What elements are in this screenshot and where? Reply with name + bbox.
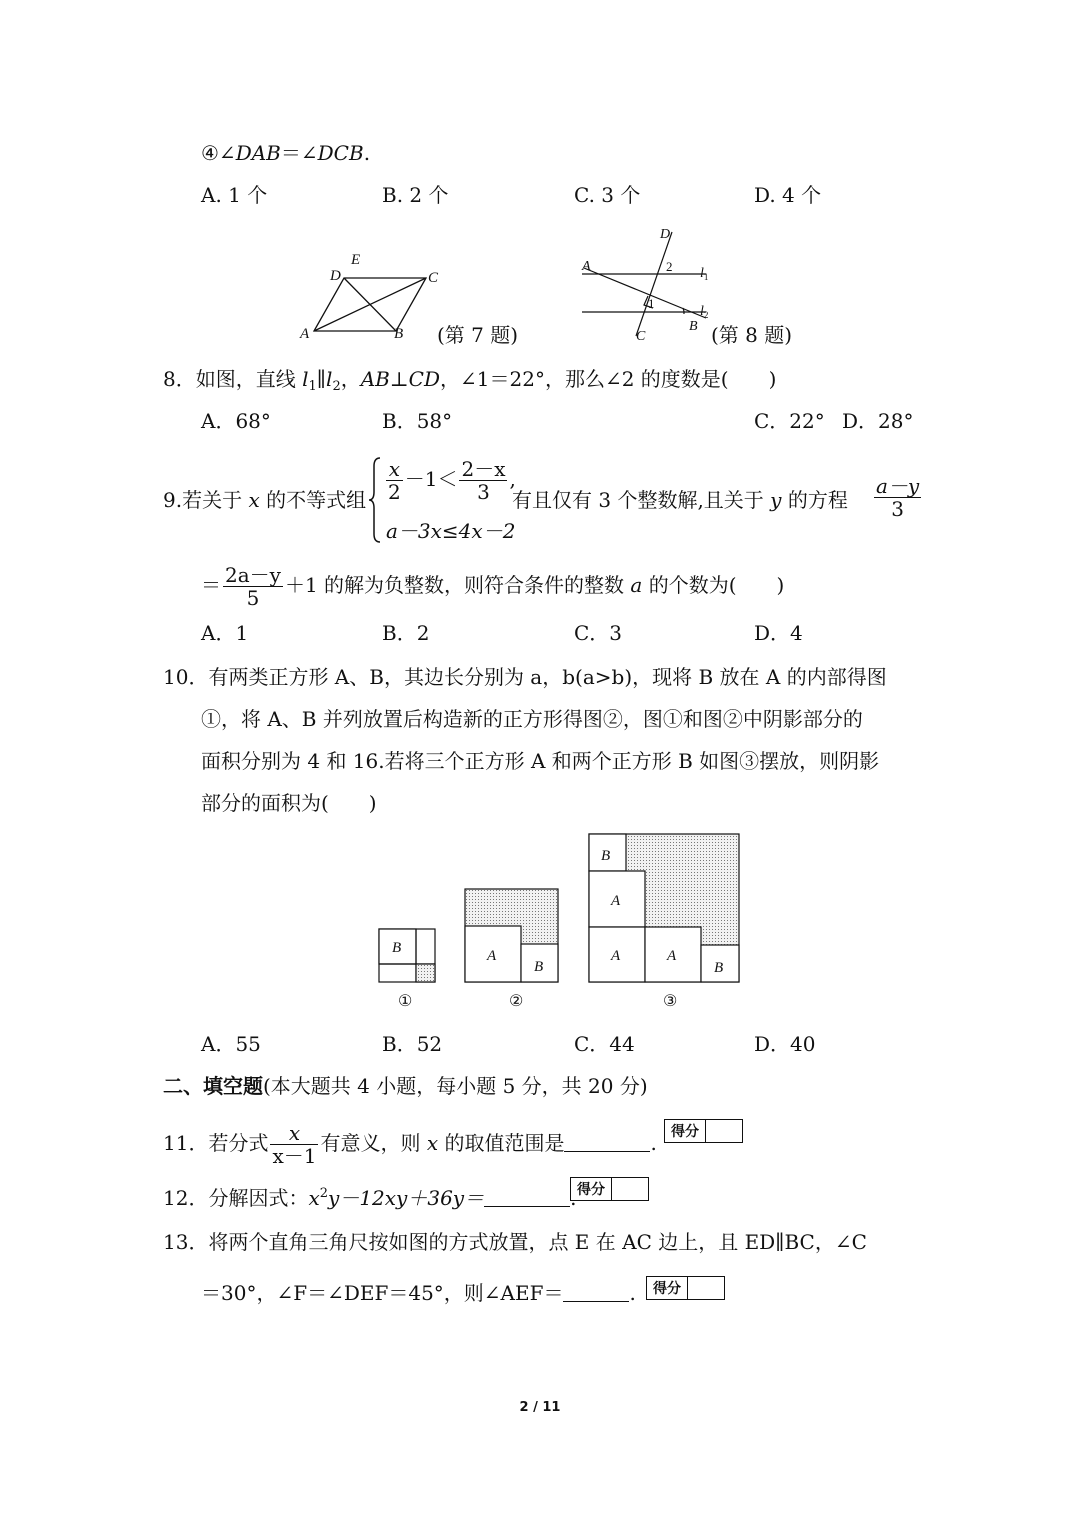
fig3-label-b2: B <box>714 960 724 976</box>
q8-label-a: A <box>582 259 591 274</box>
fig1-label-b: B <box>392 940 402 956</box>
fig2-label-b: B <box>534 959 544 975</box>
fig3-label-a2: A <box>611 948 621 964</box>
q10-option-c: C．44 <box>574 1032 635 1056</box>
q9-inequality-2: a－3x≤4x－2 <box>386 519 516 543</box>
q12-answer-blank[interactable] <box>484 1186 570 1207</box>
q7-option-b: B. 2 个 <box>382 183 449 207</box>
q10-option-d: D．40 <box>754 1032 816 1056</box>
q10-line-1: 10．有两类正方形 A、B，其边长分别为 a，b(a>b)，现将 B 放在 A 的内部得图 <box>163 665 887 689</box>
q7-label-b: B <box>394 326 404 342</box>
q9-option-b: B．2 <box>382 621 430 645</box>
q8-option-b: B．58° <box>382 409 453 433</box>
q13-line-2: ＝30°，∠F＝∠DEF＝45°，则∠AEF＝ . <box>201 1281 636 1305</box>
q8-angle-2: 2 <box>666 259 673 274</box>
q10-line-3: 面积分别为 4 和 16.若将三个正方形 A 和两个正方形 B 如图③摆放，则阴影 <box>201 749 880 773</box>
q7-label-e: E <box>351 252 361 268</box>
q13-line-1: 13．将两个直角三角尺按如图的方式放置，点 E 在 AC 边上，且 ED∥BC，∠C <box>163 1230 867 1254</box>
q11-score-box: 得分 <box>664 1119 743 1143</box>
q10-line-4: 部分的面积为( ) <box>201 791 377 815</box>
q12-score-field[interactable] <box>612 1178 648 1200</box>
q8-option-c: C．22° <box>754 409 825 433</box>
q7-label-a: A <box>300 326 310 342</box>
q7-figure-caption: (第 7 题) <box>437 323 519 347</box>
q13-score-box: 得分 <box>646 1276 725 1300</box>
q7-option-d: D. 4 个 <box>754 183 822 207</box>
fig3-label-a3: A <box>667 948 677 964</box>
q7-condition-4: ④∠DAB＝∠DCB. <box>201 141 371 165</box>
q10-line-2: ①，将 A、B 并列放置后构造新的正方形得图②，图①和图②中阴影部分的 <box>201 707 863 731</box>
q12-score-box: 得分 <box>570 1177 649 1201</box>
q11-answer-blank[interactable] <box>564 1131 650 1152</box>
fig1-caption: ① <box>398 993 413 1010</box>
q10-option-a: A．55 <box>201 1032 261 1056</box>
q9-stem-start: 9.若关于 x 的不等式组 <box>163 488 367 512</box>
q8-option-a: A．68° <box>201 409 271 433</box>
q8-label-l1: $l_1$ <box>700 266 709 282</box>
q9-option-d: D．4 <box>754 621 803 645</box>
q8-stem: 8．如图，直线 $l_1\parallel l_2$，AB⊥CD，∠1＝22°，那么∠2 的度数是( ) <box>163 367 777 394</box>
q8-label-l2: $l_2$ <box>700 304 709 320</box>
q13-answer-blank[interactable] <box>563 1281 629 1302</box>
q13-score-field[interactable] <box>688 1277 724 1299</box>
q8-option-d: D．28° <box>842 409 914 433</box>
q9-option-a: A．1 <box>201 621 249 645</box>
fig2-label-a: A <box>487 948 497 964</box>
q10-option-b: B．52 <box>382 1032 443 1056</box>
q8-figure <box>576 222 726 346</box>
section-2-heading: 二、填空题(本大题共 4 小题，每小题 5 分，共 20 分) <box>163 1074 648 1098</box>
q9-option-c: C．3 <box>574 621 623 645</box>
q8-figure-caption: (第 8 题) <box>711 323 793 347</box>
q7-label-c: C <box>428 270 439 286</box>
q8-label-c: C <box>636 329 646 344</box>
q7-label-d: D <box>330 268 341 284</box>
q12-stem: 12．分解因式：$x^2y-12xy+36y=$ . <box>163 1186 577 1210</box>
q8-label-d: D <box>660 227 671 242</box>
q7-option-c: C. 3 个 <box>574 183 641 207</box>
q9-equation-left: $\frac{a-y}{3}$ <box>876 474 920 521</box>
q8-label-b: B <box>689 319 698 334</box>
fig3-caption: ③ <box>663 993 678 1010</box>
q9-equation-right: ＝ $\frac{2a-y}{5}$ ＋1 的解为负整数，则符合条件的整数 a 的个数为( ) <box>201 563 785 610</box>
q11-score-field[interactable] <box>706 1120 742 1142</box>
q9-system-brace <box>368 456 382 544</box>
q9-stem-middle: 有且仅有 3 个整数解,且关于 y 的方程 <box>512 488 848 512</box>
q11-stem: 11．若分式 $\frac{x}{x-1}$ 有意义，则 x 的取值范围是 . <box>163 1121 657 1168</box>
q9-inequality-1: $\frac{x}{2}$ －1＜ $\frac{2-x}{3}$ , <box>388 457 516 504</box>
q7-option-a: A. 1 个 <box>201 183 268 207</box>
fig3-label-b1: B <box>601 848 611 864</box>
fig2-caption: ② <box>509 993 524 1010</box>
q8-angle-1: 1 <box>648 296 655 311</box>
fig3-label-a1: A <box>611 893 621 909</box>
q10-figures <box>370 830 750 1020</box>
page-number: 2 / 11 <box>519 1400 561 1415</box>
